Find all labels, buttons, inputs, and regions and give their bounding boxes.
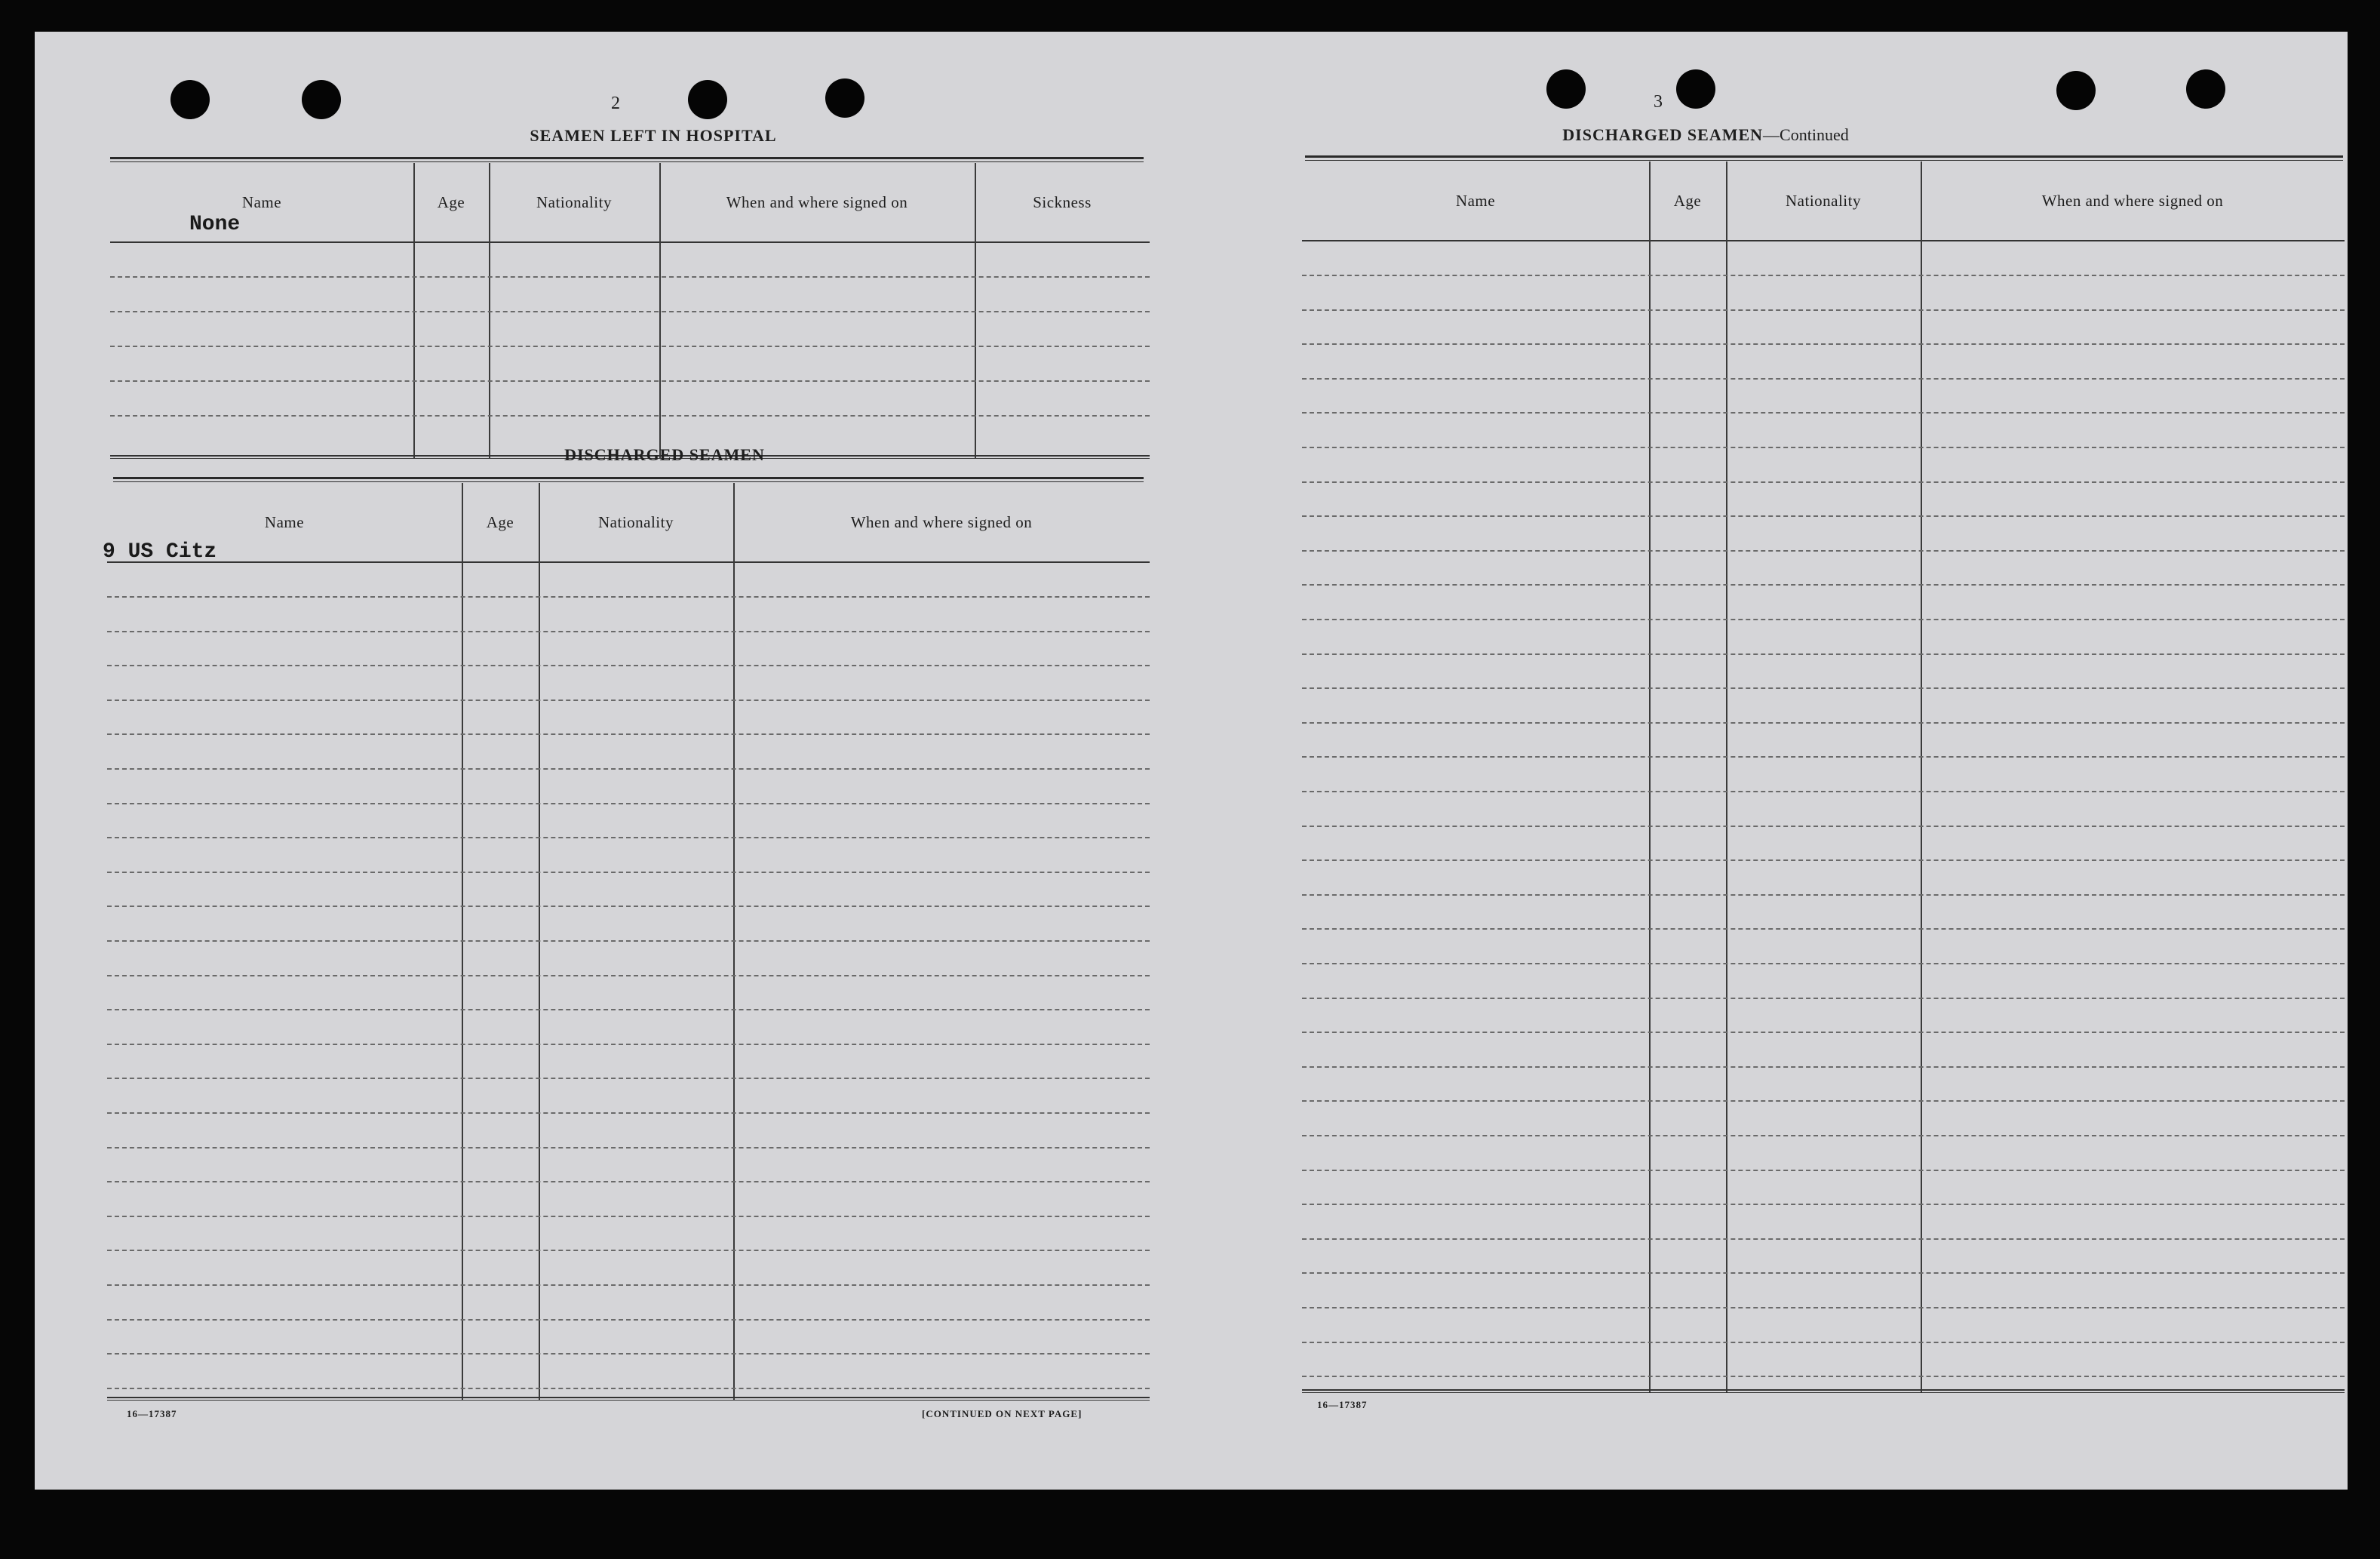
table-row <box>1302 756 2345 758</box>
column-divider <box>1726 161 1727 1393</box>
table-row <box>110 346 1150 347</box>
form-code: 16—17387 <box>1317 1399 1368 1410</box>
column-header-nationality: Nationality <box>536 192 612 211</box>
hospital-section-title: SEAMEN LEFT IN HOSPITAL <box>530 126 777 145</box>
continued-note: [CONTINUED ON NEXT PAGE] <box>922 1408 1083 1419</box>
punch-hole <box>1676 69 1715 109</box>
table-bottom-rule <box>107 1397 1150 1401</box>
table-row <box>1302 894 2345 896</box>
column-header-signed-on: When and where signed on <box>726 192 908 211</box>
table-row <box>1302 309 2345 311</box>
table-row <box>1302 687 2345 689</box>
table-row <box>1302 859 2345 861</box>
table-row <box>107 1319 1150 1321</box>
table-header <box>110 163 1150 243</box>
table-row <box>107 1147 1150 1148</box>
column-header-age: Age <box>437 192 465 211</box>
table-row <box>1302 275 2345 276</box>
table-row <box>1302 1170 2345 1171</box>
column-header-nationality: Nationality <box>1786 191 1861 210</box>
column-header-signed-on: When and where signed on <box>850 512 1033 531</box>
table-row <box>107 1112 1150 1114</box>
section-title-text: DISCHARGED SEAMEN <box>1562 125 1764 144</box>
section-title-suffix: —Continued <box>1763 125 1849 144</box>
punch-hole <box>688 80 727 119</box>
table-row <box>107 1388 1150 1389</box>
table-row <box>1302 1272 2345 1274</box>
table-row <box>107 1216 1150 1217</box>
table-row <box>1302 584 2345 586</box>
punch-hole <box>302 80 341 119</box>
table-row <box>1302 343 2345 345</box>
table-row <box>107 1044 1150 1045</box>
table-row <box>107 1353 1150 1355</box>
punch-hole <box>2186 69 2225 109</box>
table-row <box>1302 1376 2345 1377</box>
table-row <box>1302 515 2345 517</box>
table-row <box>107 631 1150 632</box>
table-row <box>1302 1238 2345 1240</box>
table-row <box>1302 1100 2345 1102</box>
table-row <box>107 596 1150 598</box>
table-row <box>1302 1342 2345 1343</box>
table-row <box>1302 722 2345 724</box>
table-row <box>110 276 1150 278</box>
column-divider <box>539 483 540 1401</box>
table-row <box>107 733 1150 735</box>
column-header-age: Age <box>1673 191 1702 210</box>
table-row <box>1302 619 2345 620</box>
discharged-entry: 9 US Citz <box>103 540 217 564</box>
hospital-entry-none: None <box>189 213 241 236</box>
table-row <box>107 837 1150 838</box>
discharged-section-title: DISCHARGED SEAMEN <box>564 445 765 464</box>
table-bottom-rule <box>1302 1389 2345 1393</box>
discharged-table <box>1302 161 2345 1393</box>
column-header-age: Age <box>486 512 514 531</box>
table-row <box>1302 963 2345 964</box>
table-row <box>107 940 1150 942</box>
table-row <box>1302 826 2345 827</box>
column-header-name: Name <box>264 512 305 531</box>
right-page <box>1204 32 2335 1490</box>
table-header <box>1302 161 2345 241</box>
table-row <box>1302 653 2345 655</box>
page-number: 3 <box>1654 92 1663 112</box>
left-page <box>35 32 1181 1490</box>
table-row <box>107 803 1150 804</box>
table-row <box>1302 928 2345 930</box>
column-header-name: Name <box>1455 191 1496 210</box>
table-row <box>107 1284 1150 1286</box>
punch-hole <box>170 80 210 119</box>
table-row <box>107 665 1150 666</box>
page-number: 2 <box>611 94 620 113</box>
table-row <box>110 415 1150 417</box>
table-row <box>1302 412 2345 414</box>
column-header-signed-on: When and where signed on <box>2041 191 2224 210</box>
table-row <box>107 975 1150 976</box>
table-row <box>1302 791 2345 792</box>
discharged-continued-title <box>1442 125 1970 145</box>
table-row <box>1302 1204 2345 1205</box>
table-row <box>1302 481 2345 483</box>
table-row <box>110 380 1150 382</box>
table-row <box>107 1181 1150 1182</box>
title-rule <box>113 477 1144 482</box>
table-row <box>107 1250 1150 1251</box>
table-row <box>1302 550 2345 552</box>
table-row <box>107 700 1150 701</box>
column-divider <box>1921 161 1922 1393</box>
hospital-table <box>110 163 1150 459</box>
table-row <box>107 872 1150 873</box>
column-header-nationality: Nationality <box>598 512 674 531</box>
title-rule <box>110 157 1144 162</box>
table-row <box>107 906 1150 907</box>
table-header <box>107 483 1150 563</box>
title-rule <box>1305 155 2343 161</box>
table-row <box>1302 998 2345 999</box>
table-row <box>107 1009 1150 1010</box>
table-row <box>107 768 1150 770</box>
table-row <box>1302 1307 2345 1308</box>
column-divider <box>1649 161 1651 1393</box>
table-row <box>107 1078 1150 1079</box>
punch-hole <box>2056 71 2096 110</box>
table-row <box>1302 447 2345 448</box>
column-header-name: Name <box>241 192 282 211</box>
punch-hole <box>1546 69 1586 109</box>
form-sheet <box>35 32 2348 1490</box>
table-row <box>110 311 1150 312</box>
table-row <box>1302 1066 2345 1068</box>
form-code: 16—17387 <box>127 1408 177 1419</box>
table-row <box>1302 1032 2345 1033</box>
table-row <box>1302 378 2345 380</box>
punch-hole <box>825 78 864 118</box>
discharged-table <box>107 483 1150 1401</box>
table-row <box>1302 1135 2345 1136</box>
column-header-sickness: Sickness <box>1033 192 1092 211</box>
column-divider <box>462 483 463 1401</box>
column-divider <box>733 483 735 1401</box>
